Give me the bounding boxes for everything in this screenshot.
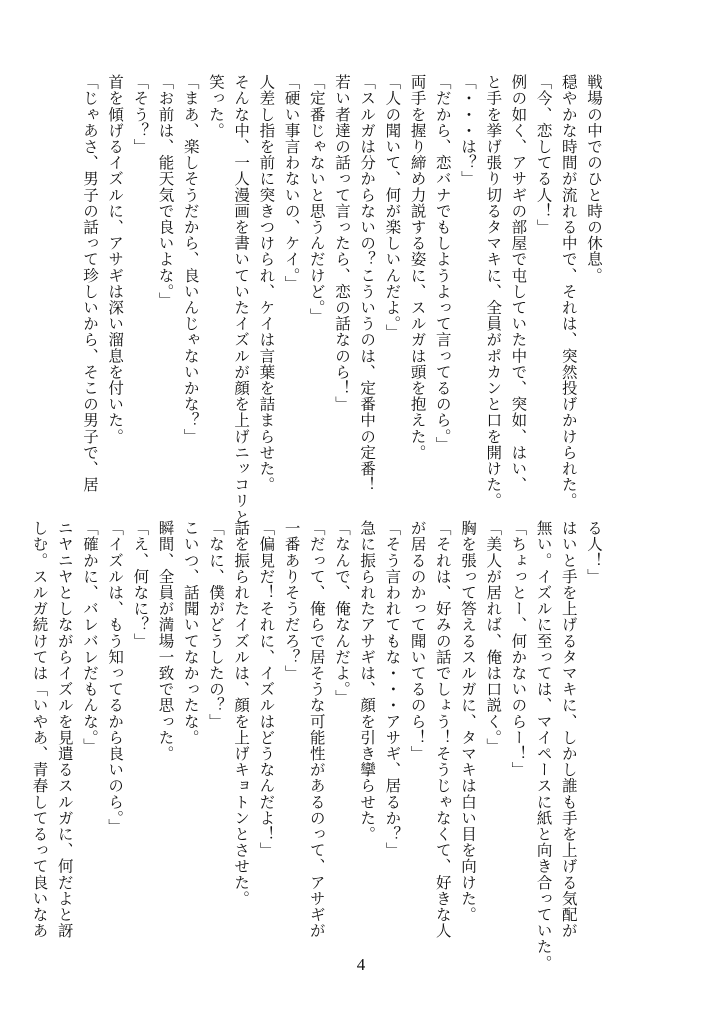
text-line: 「偏見だ！それに、イズルはどうなんだよ！」 [257, 520, 276, 859]
text-line: 若い者達の話って言ったら、恋の話なのら！」 [332, 74, 351, 413]
text-line: 「だから、恋バナでもしようよって言ってるのら。」 [433, 74, 452, 453]
text-line: 人差し指を前に突きつけられ、ケイは言葉を詰まらせた。 [257, 74, 276, 493]
text-line: 「硬い事言わないの、ケイ。」 [282, 74, 301, 292]
text-line: こいつ、話聞いてなかったな。 [181, 520, 200, 746]
text-line: 無い。イズルに至っては、マイペースに紙と向き合っていた。 [534, 520, 553, 971]
page-number: 4 [356, 955, 366, 974]
text-line: 「人の聞いて、何が楽しいんだよ。」 [383, 74, 402, 340]
text-line: しむ。スルガ続けては「いやあ、青春してるって良いなあ [30, 520, 49, 939]
text-line: 瞬間、全員が満場一致で思った。 [156, 520, 175, 762]
text-line: 一番ありそうだろ？」 [282, 520, 301, 681]
text-line: 戦場の中でのひと時の休息。 [585, 74, 603, 284]
text-line: と手を挙げ張り切るタマキに、全員がポカンと口を開けた。 [484, 74, 503, 509]
text-line: 穏やかな時間が流れる中で、それは、突然投げかけられた。 [559, 74, 578, 509]
text-line: 「そう？」 [131, 74, 150, 155]
text-line: 「定番じゃないと思うんだけど。」 [307, 74, 326, 324]
text-line: 「今、恋してる人！」 [534, 74, 553, 235]
text-line: 「なんで、俺なんだよ。」 [332, 520, 351, 706]
text-line: 例の如く、アサギの部屋で屯していた中で、突如、はい、 [509, 74, 528, 493]
text-line: 笑った。 [206, 74, 225, 139]
text-line: 「それは、好みの話でしょう！そうじゃなくて、好きな人 [433, 520, 452, 939]
text-line: 急に振られたアサギは、顔を引き攣らせた。 [358, 520, 377, 842]
text-line: 「イズルは、もう知ってるから良いのら。」 [106, 520, 125, 835]
text-line: 「じゃあさ、男子の話って珍しいから、そこの男子で、居 [80, 74, 99, 493]
text-line: 「なに、僕がどうしたの？」 [206, 520, 225, 730]
upper-text-block [66, 74, 606, 525]
text-line: 「お前は、能天気で良いよな。」 [156, 74, 175, 308]
text-line: 「だって、俺らで居そうな可能性があるのって、アサギが [307, 520, 326, 939]
text-line: 胸を張って答えるスルガに、タマキは白い目を向けた。 [458, 520, 477, 923]
text-line: 「スルガは分からないの？こういうのは、定番中の定番！ [358, 74, 377, 493]
text-line: 「え、何なに？」 [131, 520, 150, 649]
text-line: 「そう言われてもな・・・アサギ、居るか？」 [383, 520, 402, 859]
text-line: 「美人が居れば、俺は口説く。」 [484, 520, 503, 754]
text-line: 「ちょっとー、何かないのらー！」 [509, 520, 528, 778]
text-line: 両手を握り締め力説する姿に、スルガは頭を抱えた。 [408, 74, 427, 461]
text-line: はいと手を上げるタマキに、しかし誰も手を上げる気配が [559, 520, 578, 939]
text-line: る人！」 [585, 520, 603, 585]
text-line: 「まあ、楽しそうだから、良いんじゃないかな？」 [181, 74, 200, 445]
text-line: 話を振られたイズルは、顔を上げキョトンとさせた。 [232, 520, 251, 907]
text-line: 「確かに、バレバレだもんな。」 [80, 520, 99, 754]
lower-text-block [30, 520, 606, 971]
text-line: ニヤニヤとしながらイズルを見遣るスルガに、何だよと訝 [55, 520, 74, 939]
text-line: そんな中、一人漫画を書いていたイズルが顔を上げニッコリと [232, 74, 251, 525]
text-line: 「・・・は？」 [458, 74, 477, 187]
text-line: が居るのかって聞いてるのら！」 [408, 520, 427, 762]
text-line: 首を傾げるイズルに、アサギは深い溜息を付いた。 [106, 74, 125, 445]
